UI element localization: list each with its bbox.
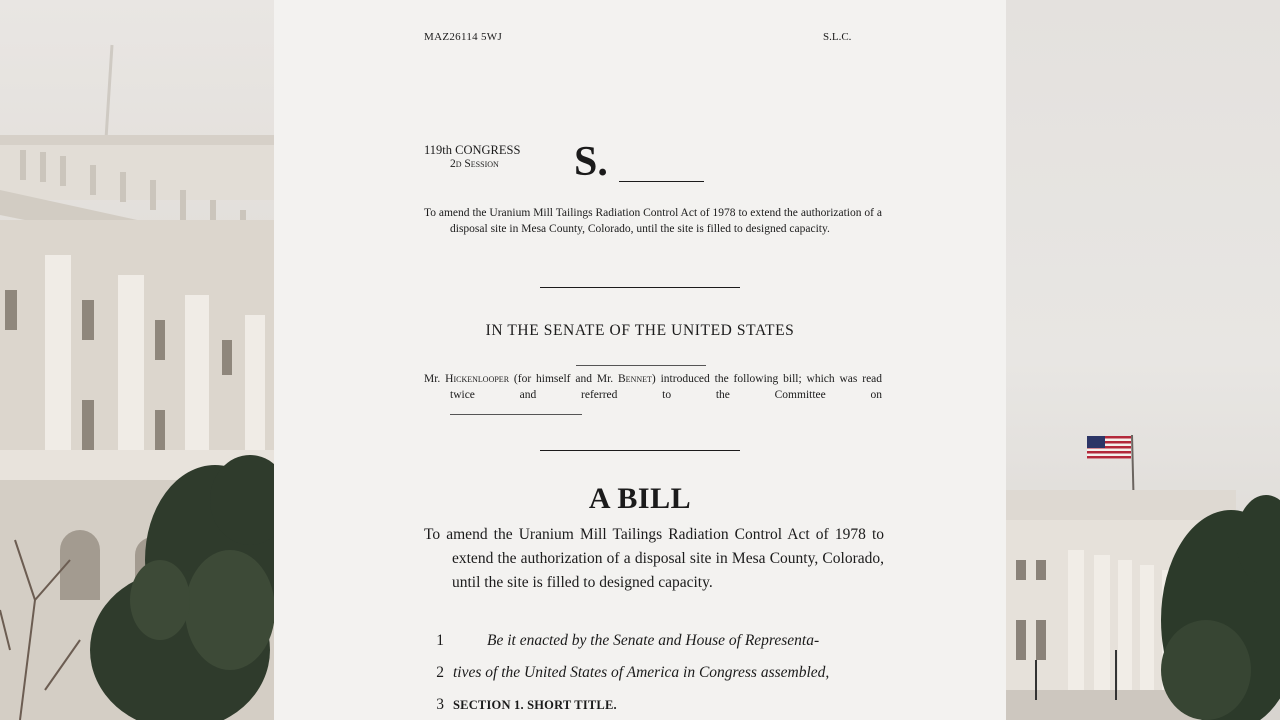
section-heading: SECTION 1. SHORT TITLE. [453,698,617,712]
office-code: S.L.C. [823,31,852,43]
introduction-rest: ) introduced the following bill; which was read twice and referred to the Committee on [450,373,883,401]
american-flag-icon [1087,436,1131,459]
chamber-heading: IN THE SENATE OF THE UNITED STATES [485,322,795,339]
bill-summary: To amend the Uranium Mill Tailings Radiation Control Act of 1978 to extend the authorization of a disposal site in Mesa County, Colorado, until the site is filled to designed capacity. [424,207,882,235]
background-left-capitol [0,0,274,720]
enacting-clause: Be it enacted by the Senate and House of Representa- [487,632,820,649]
capitol-right-illustration [1006,0,1280,720]
sponsor-name: Hickenlooper [445,373,510,385]
line-number: 3 [436,696,444,713]
background-right-capitol [1006,0,1280,720]
capitol-left-illustration [0,0,274,720]
bill-prefix: S. [574,139,608,185]
divider-middle [540,450,740,451]
line-number: 1 [436,632,444,649]
bill-heading: A BILL [588,482,692,515]
line-number: 2 [436,664,444,681]
divider-top [540,287,740,288]
session-label: 2d Session [450,158,499,170]
sponsor-prefix: Mr. [424,373,441,385]
divider-date-blank [576,365,706,366]
bill-number-blank [619,181,704,182]
congress-session-block [424,143,520,171]
introduction-text [424,372,882,403]
cosponsor-name: Bennet [618,373,652,385]
document-id: MAZ26114 5WJ [424,31,503,43]
cosponsor-text: (for himself and Mr. [513,373,614,385]
enacting-clause-cont: tives of the United States of America in Congress assembled, [453,664,830,681]
congress-number: 119th CONGRESS [424,143,521,157]
bill-long-title: To amend the Uranium Mill Tailings Radiation Control Act of 1978 to extend the authorization of a disposal site in Mesa County, Colorado, until the site is filled to designed capacity. [424,526,884,591]
committee-blank [450,414,582,415]
bill-document-page [274,0,1006,720]
